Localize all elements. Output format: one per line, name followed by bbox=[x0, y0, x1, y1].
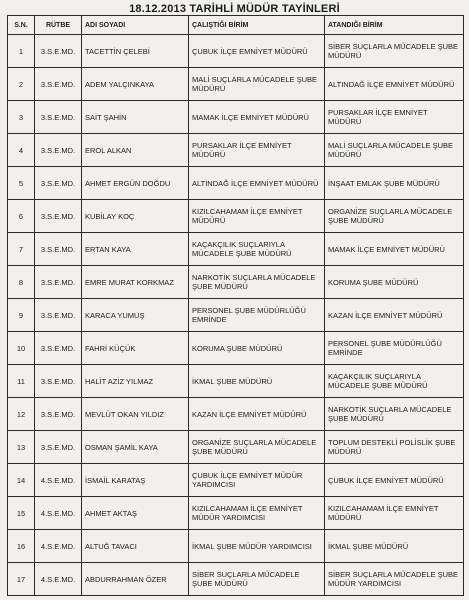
table-row bbox=[8, 35, 464, 68]
cell-name: AHMET ERGÜN DOĞDU bbox=[82, 167, 189, 200]
table-row bbox=[8, 101, 464, 134]
cell-name: FAHRİ KÜÇÜK bbox=[82, 332, 189, 365]
cell-assigned-unit: KAÇAKÇILIK SUÇLARIYLA MÜCADELE ŞUBE MÜDÜRÜ bbox=[325, 365, 464, 398]
cell-name: AHMET AKTAŞ bbox=[82, 497, 189, 530]
cell-current-unit: PURSAKLAR İLÇE EMNİYET MÜDÜRÜ bbox=[189, 134, 325, 167]
cell-rank: 4.S.E.MD. bbox=[35, 530, 82, 563]
cell-rank: 3.S.E.MD. bbox=[35, 134, 82, 167]
cell-current-unit: ÇUBUK İLÇE EMNİYET MÜDÜR YARDIMCISI bbox=[189, 464, 325, 497]
cell-assigned-unit: İKMAL ŞUBE MÜDÜRÜ bbox=[325, 530, 464, 563]
cell-assigned-unit: KORUMA ŞUBE MÜDÜRÜ bbox=[325, 266, 464, 299]
cell-name: ERTAN KAYA bbox=[82, 233, 189, 266]
cell-assigned-unit: PURSAKLAR İLÇE EMNİYET MÜDÜRÜ bbox=[325, 101, 464, 134]
cell-sn: 6 bbox=[8, 200, 35, 233]
cell-current-unit: MALİ SUÇLARLA MÜCADELE ŞUBE MÜDÜRÜ bbox=[189, 68, 325, 101]
cell-assigned-unit: ALTINDAĞ İLÇE EMNİYET MÜDÜRÜ bbox=[325, 68, 464, 101]
cell-sn: 13 bbox=[8, 431, 35, 464]
cell-sn: 14 bbox=[8, 464, 35, 497]
cell-name: EMRE MURAT KORKMAZ bbox=[82, 266, 189, 299]
header-current-unit: ÇALIŞTIĞI BİRİM bbox=[189, 16, 325, 35]
cell-sn: 16 bbox=[8, 530, 35, 563]
cell-rank: 4.S.E.MD. bbox=[35, 563, 82, 596]
table-row bbox=[8, 332, 464, 365]
cell-assigned-unit: MAMAK İLÇE EMNİYET MÜDÜRÜ bbox=[325, 233, 464, 266]
cell-current-unit: NARKOTİK SUÇLARLA MÜCADELE ŞUBE MÜDÜRÜ bbox=[189, 266, 325, 299]
cell-name: ADEM YALÇINKAYA bbox=[82, 68, 189, 101]
table-row bbox=[8, 464, 464, 497]
header-name: ADI SOYADI bbox=[82, 16, 189, 35]
cell-name: ALTUĞ TAVACI bbox=[82, 530, 189, 563]
cell-name: OSMAN ŞAMİL KAYA bbox=[82, 431, 189, 464]
table-row bbox=[8, 68, 464, 101]
cell-current-unit: PERSONEL ŞUBE MÜDÜRLÜĞÜ EMRİNDE bbox=[189, 299, 325, 332]
cell-current-unit: KAZAN İLÇE EMNİYET MÜDÜRÜ bbox=[189, 398, 325, 431]
cell-name: TACETTİN ÇELEBİ bbox=[82, 35, 189, 68]
cell-current-unit: ORGANİZE SUÇLARLA MÜCADELE ŞUBE MÜDÜRÜ bbox=[189, 431, 325, 464]
cell-assigned-unit: İNŞAAT EMLAK ŞUBE MÜDÜRÜ bbox=[325, 167, 464, 200]
cell-rank: 3.S.E.MD. bbox=[35, 167, 82, 200]
cell-assigned-unit: MALİ SUÇLARLA MÜCADELE ŞUBE MÜDÜRÜ bbox=[325, 134, 464, 167]
cell-name: HALİT AZİZ YILMAZ bbox=[82, 365, 189, 398]
table-row bbox=[8, 200, 464, 233]
cell-name: SAİT ŞAHİN bbox=[82, 101, 189, 134]
cell-sn: 5 bbox=[8, 167, 35, 200]
cell-assigned-unit: PERSONEL ŞUBE MÜDÜRLÜĞÜ EMRİNDE bbox=[325, 332, 464, 365]
table-row bbox=[8, 563, 464, 596]
cell-current-unit: KAÇAKÇILIK SUÇLARIYLA MÜCADELE ŞUBE MÜDÜRÜ bbox=[189, 233, 325, 266]
cell-current-unit: İKMAL ŞUBE MÜDÜRÜ bbox=[189, 365, 325, 398]
cell-sn: 8 bbox=[8, 266, 35, 299]
cell-assigned-unit: TOPLUM DESTEKLİ POLİSLİK ŞUBE MÜDÜRÜ bbox=[325, 431, 464, 464]
cell-rank: 3.S.E.MD. bbox=[35, 266, 82, 299]
table-row bbox=[8, 497, 464, 530]
cell-name: EROL ALKAN bbox=[82, 134, 189, 167]
cell-rank: 4.S.E.MD. bbox=[35, 464, 82, 497]
cell-assigned-unit: KIZILCAHAMAM İLÇE EMNİYET MÜDÜRÜ bbox=[325, 497, 464, 530]
table-row bbox=[8, 266, 464, 299]
cell-sn: 1 bbox=[8, 35, 35, 68]
table-row bbox=[8, 233, 464, 266]
cell-current-unit: SİBER SUÇLARLA MÜCADELE ŞUBE MÜDÜRÜ bbox=[189, 563, 325, 596]
cell-rank: 3.S.E.MD. bbox=[35, 101, 82, 134]
cell-sn: 9 bbox=[8, 299, 35, 332]
appointments-table bbox=[7, 15, 464, 596]
cell-assigned-unit: SİBER SUÇLARLA MÜCADELE ŞUBE MÜDÜRÜ bbox=[325, 35, 464, 68]
table-row bbox=[8, 530, 464, 563]
cell-rank: 3.S.E.MD. bbox=[35, 431, 82, 464]
cell-name: İSMAİL KARATAŞ bbox=[82, 464, 189, 497]
table-row bbox=[8, 299, 464, 332]
cell-sn: 3 bbox=[8, 101, 35, 134]
cell-sn: 17 bbox=[8, 563, 35, 596]
cell-assigned-unit: NARKOTİK SUÇLARLA MÜCADELE ŞUBE MÜDÜRÜ bbox=[325, 398, 464, 431]
cell-current-unit: MAMAK İLÇE EMNİYET MÜDÜRÜ bbox=[189, 101, 325, 134]
header-assigned-unit: ATANDIĞI BİRİM bbox=[325, 16, 464, 35]
cell-assigned-unit: ÇUBUK İLÇE EMNİYET MÜDÜRÜ bbox=[325, 464, 464, 497]
cell-rank: 3.S.E.MD. bbox=[35, 68, 82, 101]
cell-rank: 4.S.E.MD. bbox=[35, 497, 82, 530]
cell-assigned-unit: SİBER SUÇLARLA MÜCADELE ŞUBE MÜDÜR YARDIMCISI bbox=[325, 563, 464, 596]
cell-current-unit: KIZILCAHAMAM İLÇE EMNİYET MÜDÜRÜ bbox=[189, 200, 325, 233]
table-row bbox=[8, 365, 464, 398]
header-sn: S.N. bbox=[8, 16, 35, 35]
cell-sn: 15 bbox=[8, 497, 35, 530]
cell-rank: 3.S.E.MD. bbox=[35, 398, 82, 431]
cell-current-unit: ALTINDAĞ İLÇE EMNİYET MÜDÜRÜ bbox=[189, 167, 325, 200]
cell-current-unit: KIZILCAHAMAM İLÇE EMNİYET MÜDÜR YARDIMCISI bbox=[189, 497, 325, 530]
table-row bbox=[8, 431, 464, 464]
cell-current-unit: ÇUBUK İLÇE EMNİYET MÜDÜRÜ bbox=[189, 35, 325, 68]
table-row bbox=[8, 134, 464, 167]
table-header-row bbox=[8, 16, 464, 35]
cell-assigned-unit: KAZAN İLÇE EMNİYET MÜDÜRÜ bbox=[325, 299, 464, 332]
cell-name: ABDURRAHMAN ÖZER bbox=[82, 563, 189, 596]
cell-current-unit: İKMAL ŞUBE MÜDÜR YARDIMCISI bbox=[189, 530, 325, 563]
cell-sn: 10 bbox=[8, 332, 35, 365]
cell-current-unit: KORUMA ŞUBE MÜDÜRÜ bbox=[189, 332, 325, 365]
cell-sn: 4 bbox=[8, 134, 35, 167]
cell-sn: 12 bbox=[8, 398, 35, 431]
table-row bbox=[8, 167, 464, 200]
cell-rank: 3.S.E.MD. bbox=[35, 35, 82, 68]
cell-sn: 2 bbox=[8, 68, 35, 101]
cell-rank: 3.S.E.MD. bbox=[35, 299, 82, 332]
cell-name: KUBİLAY KOÇ bbox=[82, 200, 189, 233]
document-title: 18.12.2013 TARİHLİ MÜDÜR TAYİNLERİ bbox=[129, 3, 340, 15]
cell-assigned-unit: ORGANİZE SUÇLARLA MÜCADELE ŞUBE MÜDÜRÜ bbox=[325, 200, 464, 233]
cell-rank: 3.S.E.MD. bbox=[35, 365, 82, 398]
header-rank: RÜTBE bbox=[35, 16, 82, 35]
cell-name: KARACA YUMUŞ bbox=[82, 299, 189, 332]
cell-sn: 7 bbox=[8, 233, 35, 266]
cell-name: MEVLÜT OKAN YILDIZ bbox=[82, 398, 189, 431]
cell-rank: 3.S.E.MD. bbox=[35, 233, 82, 266]
cell-rank: 3.S.E.MD. bbox=[35, 200, 82, 233]
cell-rank: 3.S.E.MD. bbox=[35, 332, 82, 365]
table-row bbox=[8, 398, 464, 431]
cell-sn: 11 bbox=[8, 365, 35, 398]
